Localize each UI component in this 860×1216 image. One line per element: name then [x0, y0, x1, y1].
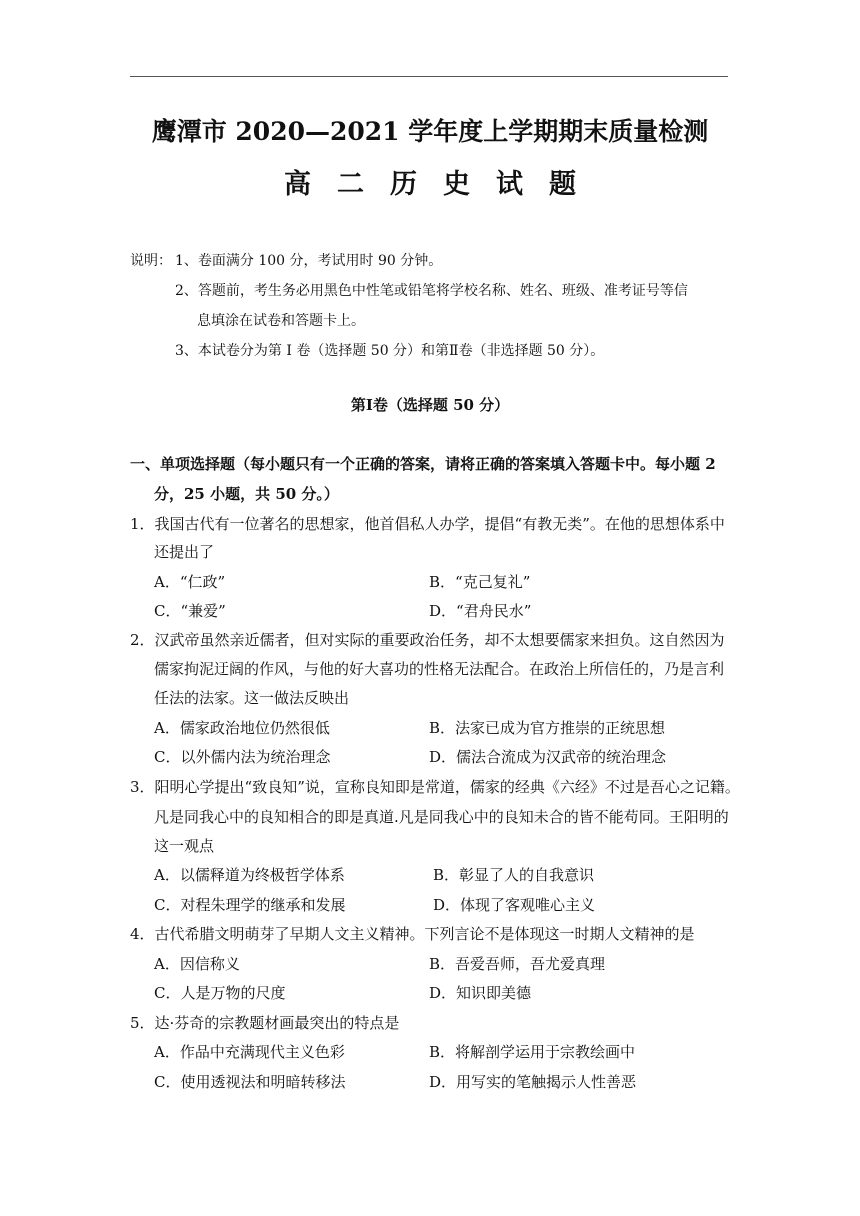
option-b: B．将解剖学运用于宗教绘画中 — [429, 1043, 636, 1061]
option-a: A．因信称义 — [154, 955, 240, 973]
question-stem: 3．阳明心学提出“致良知”说，宣称良知即是常道，儒家的经典《六经》不过是吾心之记籍。 — [130, 778, 740, 796]
option-b: B．法家已成为官方推崇的正统思想 — [429, 719, 666, 737]
option-d: D．儒法合流成为汉武帝的统治理念 — [429, 748, 667, 766]
option-c: C．人是万物的尺度 — [154, 984, 286, 1002]
instruction-2: 2、答题前，考生务必用黑色中性笔或铅笔将学校名称、姓名、班级、准考证号等信 — [175, 283, 688, 299]
option-d: D．知识即美德 — [429, 984, 532, 1002]
question-stem: 儒家拘泥迂阔的作风，与他的好大喜功的性格无法配合。在政治上所信任的，乃是言利 — [154, 660, 725, 678]
option-c: C．使用透视法和明暗转移法 — [154, 1073, 346, 1091]
question-stem: 任法的法家。这一做法反映出 — [154, 689, 350, 707]
question-stem: 2．汉武帝虽然亲近儒者，但对实际的重要政治任务，却不太想要儒家来担负。这自然因为 — [130, 631, 725, 649]
option-a: A．作品中充满现代主义色彩 — [154, 1043, 345, 1061]
option-d: D．用写实的笔触揭示人性善恶 — [429, 1073, 637, 1091]
option-b: B．彰显了人的自我意识 — [433, 866, 595, 884]
part-heading-cont: 分，25 小题，共 50 分。） — [154, 485, 339, 503]
instructions-label: 说明： — [130, 253, 172, 269]
question-stem: 凡是同我心中的良知相合的即是真道.凡是同我心中的良知未合的皆不能苟同。王阳明的 — [154, 808, 729, 826]
question-stem: 还提出了 — [154, 543, 215, 561]
option-c: C．以外儒内法为统治理念 — [154, 748, 331, 766]
question-stem: 4．古代希腊文明萌芽了早期人文主义精神。下列言论不是体现这一时期人文精神的是 — [130, 925, 695, 943]
question-stem: 5．达·芬奇的宗教题材画最突出的特点是 — [130, 1014, 400, 1032]
option-b: B．吾爱吾师，吾尤爱真理 — [429, 955, 606, 973]
exam-subtitle: 高二历史试题 — [284, 169, 602, 200]
option-c: C．“兼爱” — [154, 602, 226, 620]
option-a: A．以儒释道为终极哲学体系 — [154, 866, 345, 884]
question-stem: 1．我国古代有一位著名的思想家，他首倡私人办学，提倡“有教无类”。在他的思想体系中 — [130, 515, 725, 533]
option-d: D．“君舟民水” — [429, 602, 532, 620]
instruction-3: 3、本试卷分为第 I 卷（选择题 50 分）和第Ⅱ卷（非选择题 50 分）。 — [175, 343, 605, 359]
header-rule — [130, 76, 728, 77]
option-a: A．儒家政治地位仍然很低 — [154, 719, 330, 737]
option-b: B．“克己复礼” — [429, 573, 531, 591]
option-a: A．“仁政” — [154, 573, 226, 591]
instruction-2-cont: 息填涂在试卷和答题卡上。 — [197, 313, 365, 329]
option-d: D．体现了客观唯心主义 — [433, 896, 596, 914]
exam-title: 鹰潭市 2020—2021 学年度上学期期末质量检测 — [151, 117, 709, 146]
section-title: 第Ⅰ卷（选择题 50 分） — [350, 396, 510, 414]
option-c: C．对程朱理学的继承和发展 — [154, 896, 346, 914]
question-stem: 这一观点 — [154, 837, 215, 855]
part-heading: 一、单项选择题（每小题只有一个正确的答案，请将正确的答案填入答题卡中。每小题 2 — [130, 455, 716, 473]
instruction-1: 1、卷面满分 100 分，考试用时 90 分钟。 — [175, 253, 443, 269]
